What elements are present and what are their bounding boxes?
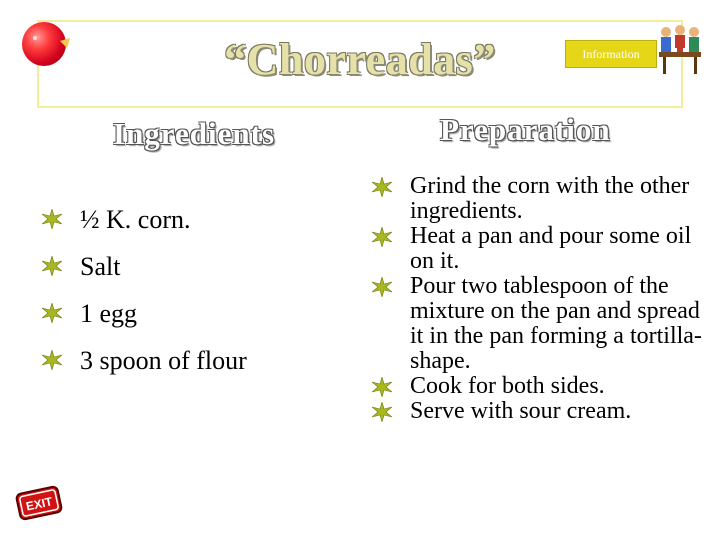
exit-sign-icon[interactable] [14,482,64,524]
list-item [372,224,702,274]
star-bullet-icon [42,303,62,323]
red-ball-icon[interactable] [22,22,66,66]
information-button[interactable]: Information [565,40,657,68]
list-item [42,290,342,337]
preparation-list [372,174,702,424]
star-bullet-icon [42,350,62,370]
preparation-step-text: Serve with sour cream. [410,398,632,424]
preparation-step-text: Pour two tablespoon of the mixture on the pan and spread it in the pan forming a tortilla-shape. [410,273,702,374]
list-item [42,337,342,384]
ingredients-heading: Ingredients [113,116,276,151]
group-people-icon[interactable] [655,22,705,76]
preparation-step-text: Grind the corn with the other ingredients. [410,173,690,224]
star-bullet-icon [372,402,392,422]
list-item [372,274,702,374]
ingredient-text: 1 egg [80,299,138,328]
page-title: “Chorreadas” [224,35,496,84]
ingredient-text: Salt [80,252,121,281]
star-bullet-icon [42,256,62,276]
list-item [42,196,342,243]
preparation-step-text: Cook for both sides. [410,373,605,399]
preparation-step-text: Heat a pan and pour some oil on it. [410,223,692,274]
preparation-heading: Preparation [440,112,611,147]
ingredient-text: 3 spoon of flour [80,346,247,375]
ingredient-text: ½ K. corn. [80,205,191,234]
star-bullet-icon [372,177,392,197]
list-item [372,374,702,399]
exit-sign-text: EXIT [24,494,54,514]
star-bullet-icon [372,377,392,397]
list-item [372,399,702,424]
star-bullet-icon [42,209,62,229]
list-item [42,243,342,290]
star-bullet-icon [372,227,392,247]
star-bullet-icon [372,277,392,297]
list-item [372,174,702,224]
ingredients-list [42,196,342,384]
